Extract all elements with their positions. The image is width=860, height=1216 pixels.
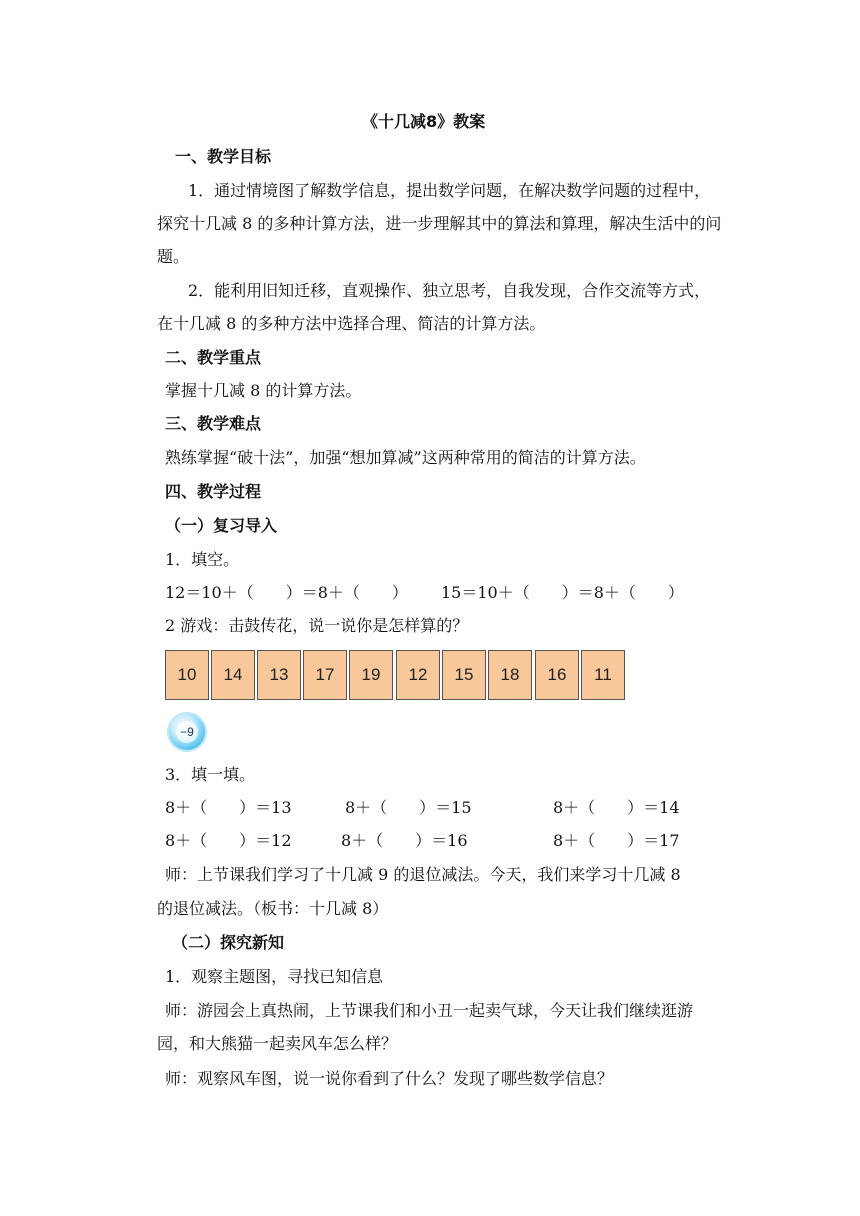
paragraph-line: 师：上节课我们学习了十几减 9 的退位减法。今天，我们来学习十几减 8 xyxy=(165,865,681,884)
number-box: 19 xyxy=(349,650,393,700)
number-box: 15 xyxy=(442,650,486,700)
exercise-heading: 3．填一填。 xyxy=(165,765,256,784)
number-box: 14 xyxy=(211,650,255,700)
minus-nine-ball xyxy=(169,714,205,750)
exercise-item: 8＋（ ）＝12 xyxy=(165,831,292,850)
exercise-item: 8＋（ ）＝13 xyxy=(165,798,292,817)
section-heading-process: 四、教学过程 xyxy=(165,482,262,501)
section-heading-difficulty: 三、教学难点 xyxy=(165,414,262,433)
number-box: 11 xyxy=(581,650,625,700)
section-heading-key: 二、教学重点 xyxy=(165,348,262,367)
number-box: 17 xyxy=(303,650,347,700)
exercise-item: 8＋（ ）＝14 xyxy=(553,798,680,817)
section-heading-goals: 一、教学目标 xyxy=(175,147,272,166)
number-box: 13 xyxy=(257,650,301,700)
number-box: 10 xyxy=(165,650,209,700)
exercise-heading: 1．填空。 xyxy=(165,550,240,569)
paragraph-line: 师：观察风车图，说一说你看到了什么？发现了哪些数学信息？ xyxy=(165,1069,614,1088)
exercise-item: 15＝10＋（ ）＝8＋（ ） xyxy=(441,583,684,602)
paragraph-line: 在十几减 8 的多种方法中选择合理、简洁的计算方法。 xyxy=(157,314,546,333)
paragraph-line: 题。 xyxy=(157,247,190,266)
paragraph-line: 的退位减法。（板书：十几减 8） xyxy=(157,899,389,918)
paragraph-line: 园，和大熊猫一起卖风车怎么样？ xyxy=(157,1034,398,1053)
exercise-heading: 2 游戏：击鼓传花，说一说你是怎样算的？ xyxy=(165,616,469,635)
paragraph-line: 熟练掌握“破十法”，加强“想加算减”这两种常用的简洁的计算方法。 xyxy=(165,448,646,467)
ball-label: −9 xyxy=(176,721,198,743)
exercise-item: 8＋（ ）＝16 xyxy=(341,831,468,850)
exercise-item: 8＋（ ）＝15 xyxy=(345,798,472,817)
paragraph-line: 探究十几减 8 的多种计算方法，进一步理解其中的算法和算理，解决生活中的问 xyxy=(157,214,722,233)
exercise-item: 12＝10＋（ ）＝8＋（ ） xyxy=(165,583,408,602)
number-box: 12 xyxy=(396,650,440,700)
subsection-heading-explore: （二）探究新知 xyxy=(172,933,285,952)
paragraph-line: 师：游园会上真热闹，上节课我们和小丑一起卖气球，今天让我们继续逛游 xyxy=(165,1001,694,1020)
paragraph-line: 2．能利用旧知迁移，直观操作、独立思考，自我发现，合作交流等方式， xyxy=(188,281,711,300)
paragraph-line: 1．通过情境图了解数学信息，提出数学问题，在解决数学问题的过程中， xyxy=(188,181,711,200)
paragraph-line: 掌握十几减 8 的计算方法。 xyxy=(165,381,362,400)
document-title: 《十几减8》教案 xyxy=(362,112,486,131)
number-box: 16 xyxy=(535,650,579,700)
paragraph-line: 1．观察主题图，寻找已知信息 xyxy=(165,967,384,986)
number-box: 18 xyxy=(488,650,532,700)
exercise-item: 8＋（ ）＝17 xyxy=(553,831,680,850)
subsection-heading-review: （一）复习导入 xyxy=(165,516,278,535)
